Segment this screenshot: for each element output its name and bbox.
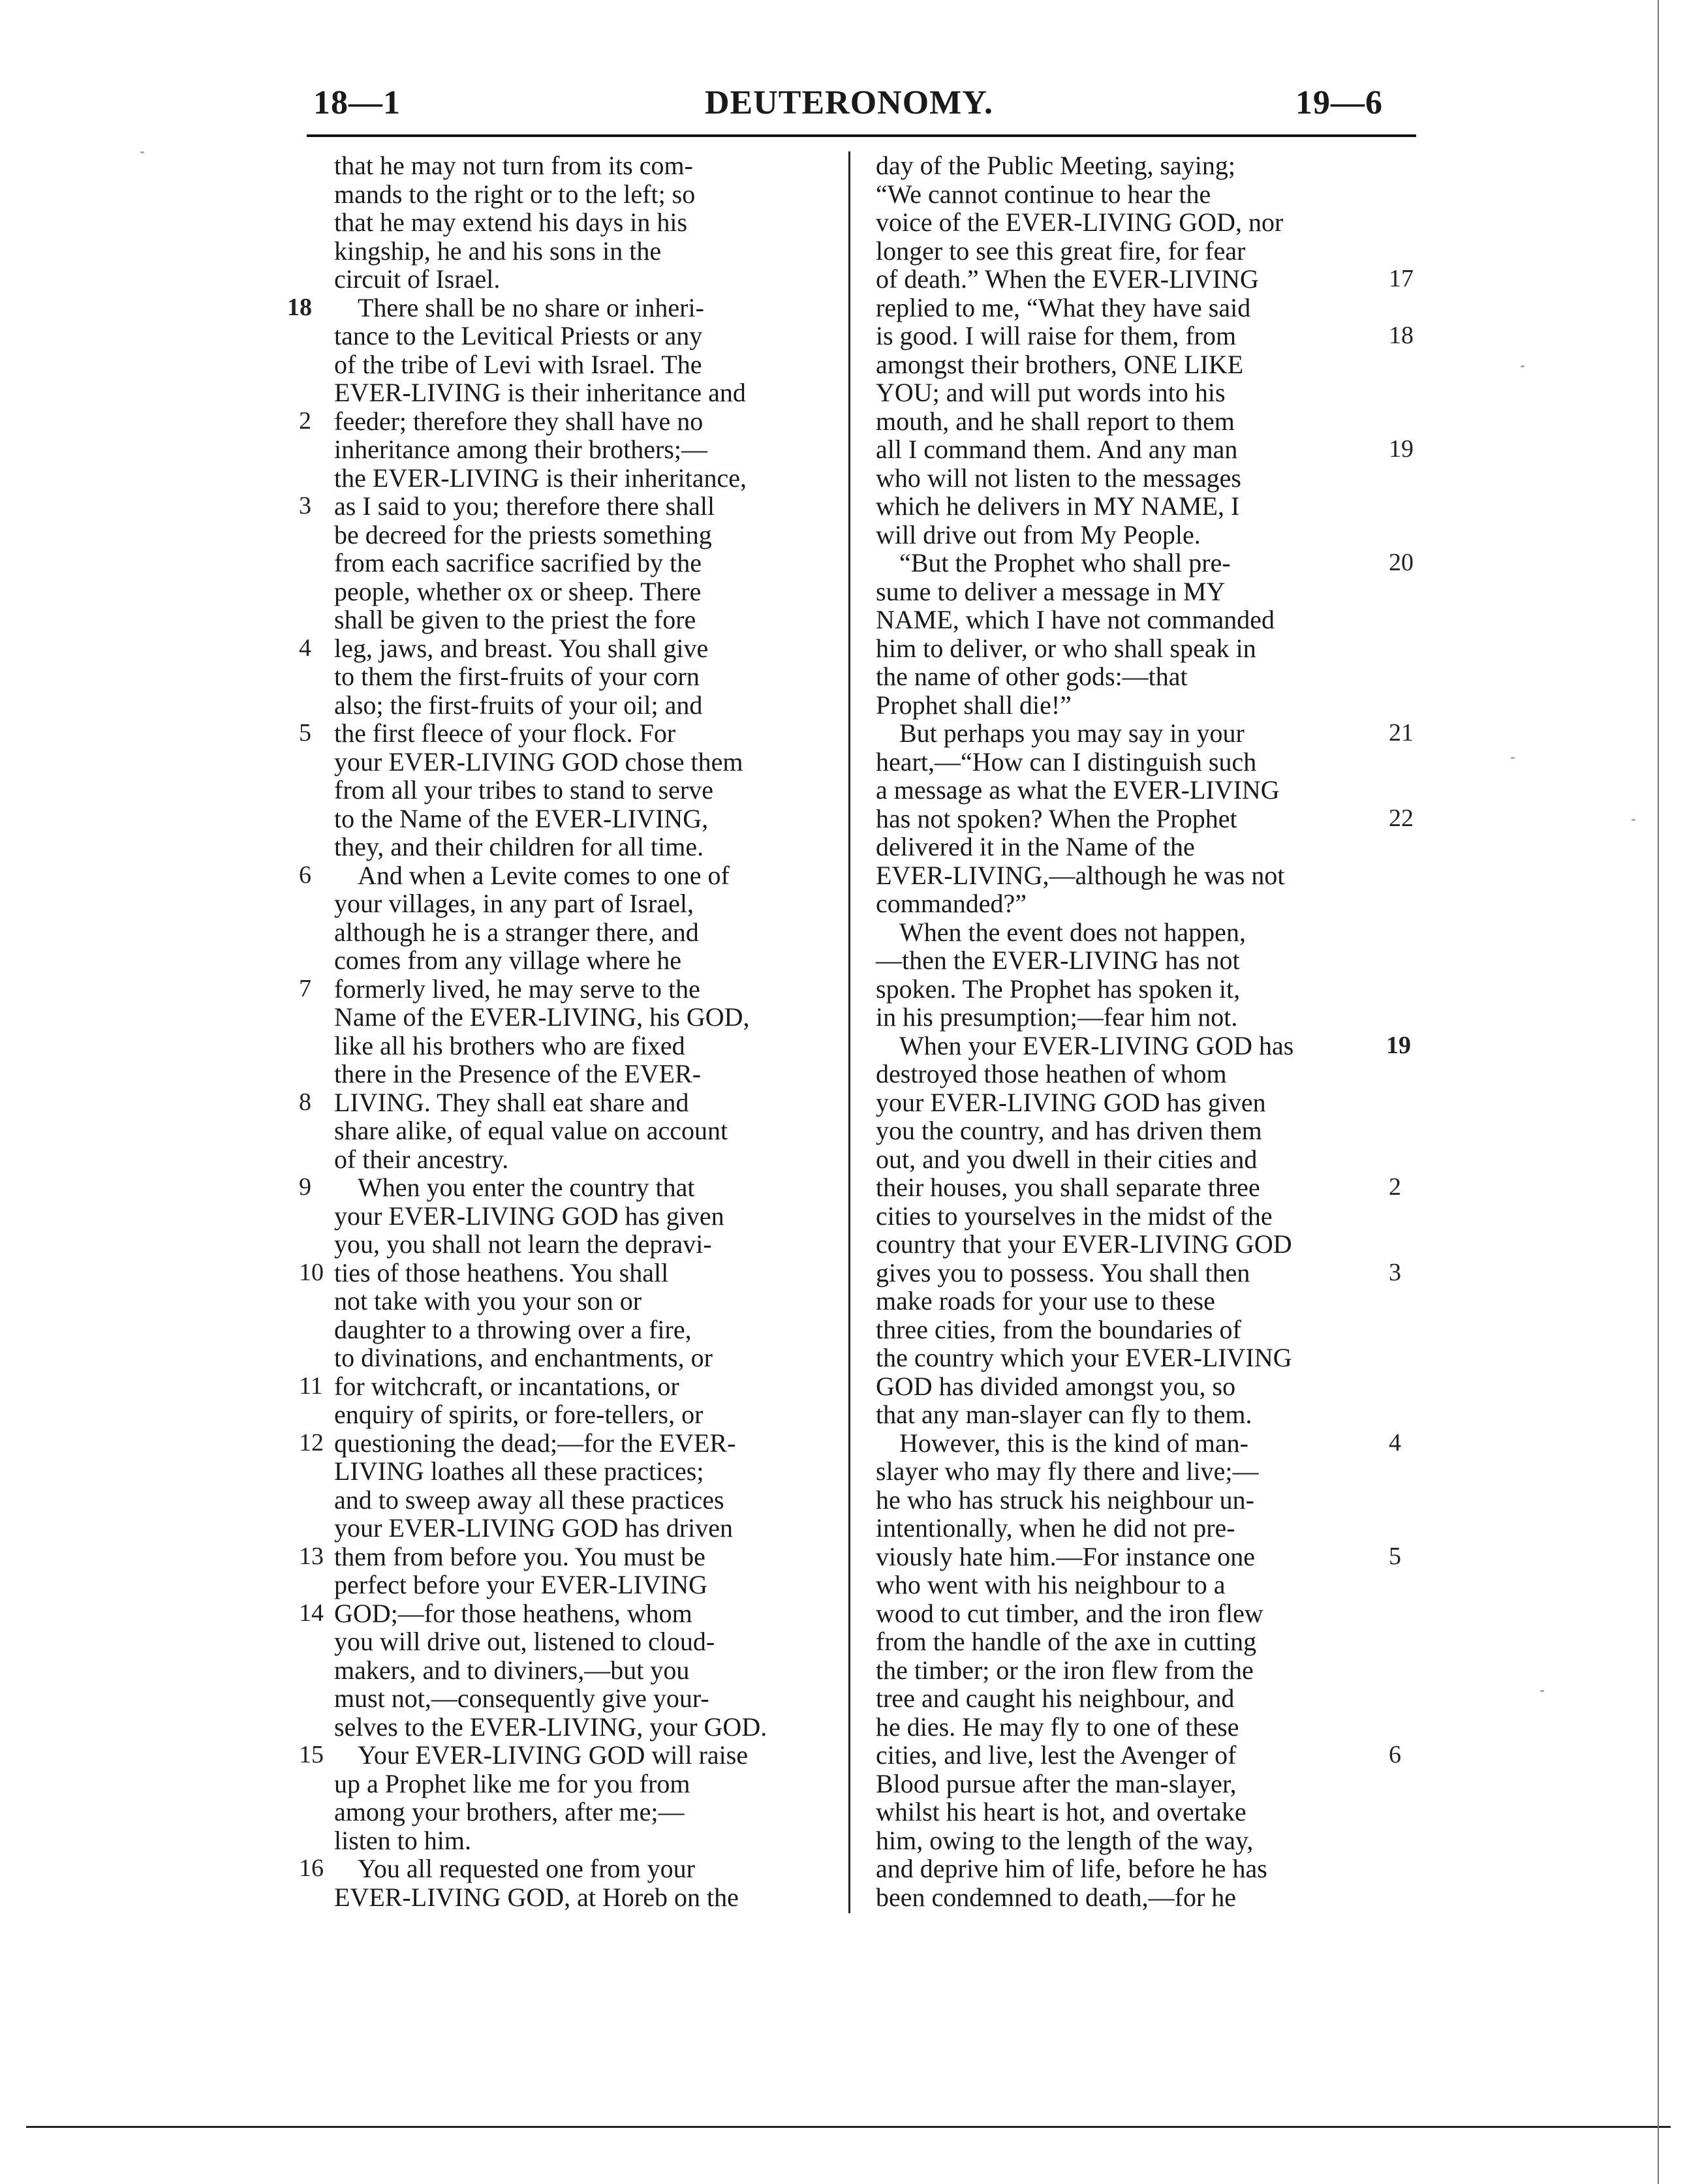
line-text: to divinations, and enchantments, or <box>334 1343 713 1372</box>
line-text: your EVER-LIVING GOD chose them <box>334 746 743 777</box>
line-text: Your EVER-LIVING GOD will raise <box>358 1740 749 1770</box>
text-line <box>855 606 1429 634</box>
text-line <box>287 1713 848 1742</box>
line-text: will drive out from My People. <box>876 519 1201 549</box>
page-bottom-rule <box>26 2126 1671 2128</box>
line-text: which he delivers in MY NAME, I <box>876 491 1240 521</box>
text-line <box>287 861 848 890</box>
text-line <box>855 577 1429 606</box>
line-text: —then the EVER-LIVING has not <box>876 946 1240 975</box>
text-line <box>287 1315 848 1344</box>
verse-number: 6 <box>1389 1741 1401 1768</box>
left-column <box>287 151 848 1911</box>
text-line <box>287 180 848 209</box>
text-line <box>855 435 1429 464</box>
line-text: replied to me, “What they have said <box>876 292 1251 322</box>
line-text: of their ancestry. <box>334 1144 509 1174</box>
text-line <box>855 1400 1429 1429</box>
text-line <box>855 521 1429 549</box>
text-line <box>287 237 848 266</box>
text-line <box>287 1202 848 1231</box>
text-line <box>855 464 1429 493</box>
line-text: three cities, from the boundaries of <box>876 1314 1241 1344</box>
text-line <box>287 1400 848 1429</box>
line-text: EVER-LIVING GOD, at Horeb on the <box>334 1882 739 1912</box>
line-text: “We cannot continue to hear the <box>876 179 1211 209</box>
text-line <box>287 1032 848 1060</box>
line-text: LIVING. They shall eat share and <box>334 1087 689 1117</box>
line-text: listen to him. <box>334 1825 471 1855</box>
verse-number: 8 <box>299 1088 311 1116</box>
text-line <box>855 975 1429 1004</box>
line-text: not take with you your son or <box>334 1286 642 1315</box>
line-text: there in the Presence of the EVER- <box>334 1059 702 1088</box>
text-line <box>855 378 1429 407</box>
verse-number: 4 <box>299 634 311 662</box>
text-line <box>855 1202 1429 1231</box>
line-text: viously hate him.—For instance one <box>876 1541 1256 1571</box>
verse-number: 18 <box>1389 322 1414 349</box>
text-line <box>855 180 1429 209</box>
text-line <box>855 1770 1429 1798</box>
line-text: out, and you dwell in their cities and <box>876 1144 1258 1174</box>
running-head-left: 18—1 <box>313 84 401 121</box>
line-text: intentionally, when he did not pre- <box>876 1513 1235 1543</box>
text-line <box>287 492 848 521</box>
line-text: makers, and to diviners,—but you <box>334 1655 690 1685</box>
line-text: slayer who may fly there and live;— <box>876 1456 1259 1486</box>
line-text: be decreed for the priests something <box>334 519 712 549</box>
text-line <box>855 1656 1429 1685</box>
text-line <box>287 1684 848 1713</box>
line-text: EVER-LIVING,—although he was not <box>876 860 1285 890</box>
text-line <box>287 435 848 464</box>
text-line <box>287 1854 848 1883</box>
line-text: formerly lived, he may serve to the <box>334 974 700 1004</box>
line-text: as I said to you; therefore there shall <box>334 491 715 521</box>
line-text: delivered it in the Name of the <box>876 832 1195 861</box>
text-line <box>855 889 1429 918</box>
text-line <box>855 1032 1429 1060</box>
text-line <box>855 918 1429 947</box>
text-line <box>855 1230 1429 1259</box>
text-line <box>855 1372 1429 1401</box>
text-line <box>855 1429 1429 1458</box>
verse-number: 17 <box>1389 265 1414 292</box>
text-line <box>855 1684 1429 1713</box>
line-text: Name of the EVER-LIVING, his GOD, <box>334 1002 750 1032</box>
line-text: Blood pursue after the man-slayer, <box>876 1768 1237 1798</box>
line-text: sume to deliver a message in MY <box>876 576 1226 606</box>
line-text: the timber; or the iron flew from the <box>876 1655 1254 1685</box>
text-line <box>855 1145 1429 1174</box>
text-line <box>287 294 848 322</box>
text-line <box>855 946 1429 975</box>
text-line <box>855 1826 1429 1855</box>
line-text: perfect before your EVER-LIVING <box>334 1570 707 1599</box>
text-line <box>287 577 848 606</box>
scan-speck <box>1511 757 1515 759</box>
scan-speck <box>1521 365 1524 367</box>
line-text: from the handle of the axe in cutting <box>876 1627 1257 1656</box>
text-line <box>855 1259 1429 1287</box>
text-line <box>287 549 848 577</box>
line-text: up a Prophet like me for you from <box>334 1768 690 1798</box>
text-line <box>287 1543 848 1571</box>
text-line <box>287 776 848 805</box>
line-text: comes from any village where he <box>334 946 682 975</box>
text-line <box>855 208 1429 237</box>
line-text: circuit of Israel. <box>334 264 501 294</box>
line-text: in his presumption;—fear him not. <box>876 1002 1238 1032</box>
text-line <box>287 1344 848 1372</box>
text-line <box>287 1088 848 1117</box>
line-text: your villages, in any part of Israel, <box>334 889 694 918</box>
text-line <box>287 634 848 663</box>
scan-speck <box>140 151 144 153</box>
text-line <box>287 265 848 294</box>
verse-number: 10 <box>299 1258 324 1286</box>
line-text: ties of those heathens. You shall <box>334 1257 669 1287</box>
text-line <box>855 350 1429 379</box>
text-line <box>287 1627 848 1656</box>
line-text: cities, and live, lest the Avenger of <box>876 1740 1237 1770</box>
line-text: he dies. He may fly to one of these <box>876 1712 1239 1742</box>
text-line <box>855 1457 1429 1486</box>
text-line <box>855 1854 1429 1883</box>
scan-speck <box>1540 1690 1544 1692</box>
text-line <box>855 407 1429 436</box>
line-text: commanded?” <box>876 889 1027 918</box>
text-line <box>287 1883 848 1912</box>
verse-number: 2 <box>299 407 311 435</box>
text-line <box>287 1599 848 1628</box>
line-text: for witchcraft, or incantations, or <box>334 1371 679 1401</box>
text-line <box>287 1514 848 1543</box>
line-text: destroyed those heathen of whom <box>876 1059 1227 1088</box>
line-text: also; the first-fruits of your oil; and <box>334 690 703 720</box>
verse-number: 9 <box>299 1173 311 1201</box>
text-line <box>855 1315 1429 1344</box>
verse-number: 3 <box>299 492 311 519</box>
text-line <box>855 1116 1429 1145</box>
text-line <box>287 805 848 833</box>
text-line <box>287 606 848 634</box>
scan-edge-line <box>1658 0 1659 2184</box>
line-text: When you enter the country that <box>358 1173 695 1202</box>
text-line <box>855 1344 1429 1372</box>
line-text: selves to the EVER-LIVING, your GOD. <box>334 1712 767 1742</box>
line-text: has not spoken? When the Prophet <box>876 803 1237 833</box>
text-line <box>855 1543 1429 1571</box>
line-text: of the tribe of Levi with Israel. The <box>334 349 702 379</box>
text-line <box>287 662 848 691</box>
verse-number: 21 <box>1389 719 1414 746</box>
text-line <box>287 1826 848 1855</box>
line-text: of death.” When the EVER-LIVING <box>876 264 1259 294</box>
text-line <box>287 1770 848 1798</box>
text-line <box>287 1259 848 1287</box>
scan-speck <box>1632 819 1635 821</box>
text-line <box>287 1741 848 1770</box>
line-text: to them the first-fruits of your corn <box>334 662 700 691</box>
line-text: all I command them. And any man <box>876 435 1238 464</box>
line-text: questioning the dead;—for the EVER- <box>334 1428 736 1458</box>
verse-number: 15 <box>299 1741 324 1768</box>
line-text: amongst their brothers, ONE LIKE <box>876 349 1244 379</box>
text-line <box>287 1486 848 1515</box>
line-text: is good. I will raise for them, from <box>876 321 1237 350</box>
text-line <box>287 1798 848 1826</box>
text-line <box>287 1656 848 1685</box>
line-text: you the country, and has driven them <box>876 1116 1262 1145</box>
line-text: from all your tribes to stand to serve <box>334 775 713 805</box>
text-line <box>855 1627 1429 1656</box>
line-text: your EVER-LIVING GOD has given <box>876 1087 1266 1117</box>
line-text: tree and caught his neighbour, and <box>876 1684 1235 1713</box>
text-line <box>855 1599 1429 1628</box>
line-text: NAME, which I have not commanded <box>876 605 1275 634</box>
text-line <box>287 691 848 720</box>
text-line <box>287 1372 848 1401</box>
line-text: wood to cut timber, and the iron flew <box>876 1598 1263 1628</box>
running-head-right: 19—6 <box>1295 84 1383 121</box>
verse-number: 6 <box>299 861 311 889</box>
line-text: Prophet shall die!” <box>876 690 1072 720</box>
line-text: GOD;—for those heathens, whom <box>334 1598 692 1628</box>
line-text: voice of the EVER-LIVING GOD, nor <box>876 208 1284 237</box>
line-text: from each sacrifice sacrified by the <box>334 548 702 577</box>
line-text: share alike, of equal value on account <box>334 1116 728 1145</box>
verse-number: 12 <box>299 1428 324 1456</box>
text-line <box>855 748 1429 777</box>
verse-number: 4 <box>1389 1428 1401 1456</box>
verse-number: 3 <box>1389 1258 1401 1286</box>
text-line <box>855 662 1429 691</box>
text-line <box>855 634 1429 663</box>
text-line <box>287 1457 848 1486</box>
header-rule <box>307 134 1416 137</box>
text-line <box>855 1514 1429 1543</box>
text-line <box>287 464 848 493</box>
verse-number: 5 <box>299 719 311 746</box>
line-text: mouth, and he shall report to them <box>876 406 1235 436</box>
line-text: enquiry of spirits, or fore-tellers, or <box>334 1400 704 1429</box>
line-text: to the Name of the EVER-LIVING, <box>334 803 709 833</box>
text-line <box>287 946 848 975</box>
text-line <box>855 294 1429 322</box>
text-line <box>287 833 848 861</box>
line-text: among your brothers, after me;— <box>334 1797 685 1826</box>
text-line <box>287 378 848 407</box>
text-line <box>855 1003 1429 1032</box>
line-text: kingship, he and his sons in the <box>334 236 662 266</box>
column-divider <box>848 151 850 1913</box>
line-text: LIVING loathes all these practices; <box>334 1456 704 1486</box>
verse-number: 14 <box>299 1599 324 1627</box>
line-text: You all requested one from your <box>358 1854 695 1883</box>
line-text: EVER-LIVING is their inheritance and <box>334 378 746 407</box>
line-text: your EVER-LIVING GOD has given <box>334 1201 724 1231</box>
text-line <box>287 889 848 918</box>
line-text: that he may not turn from its com- <box>334 151 693 180</box>
verse-number: 13 <box>299 1542 324 1570</box>
text-line <box>287 1230 848 1259</box>
text-line <box>855 492 1429 521</box>
text-line <box>855 1798 1429 1826</box>
line-text: country that your EVER-LIVING GOD <box>876 1229 1292 1259</box>
text-line <box>287 350 848 379</box>
text-line <box>287 1116 848 1145</box>
line-text: and deprive him of life, before he has <box>876 1854 1267 1883</box>
text-line <box>855 1741 1429 1770</box>
line-text: the first fleece of your flock. For <box>334 718 676 748</box>
line-text: However, this is the kind of man- <box>899 1428 1248 1458</box>
text-line <box>287 748 848 777</box>
text-line <box>855 322 1429 350</box>
line-text: your EVER-LIVING GOD has driven <box>334 1513 733 1543</box>
line-text: spoken. The Prophet has spoken it, <box>876 974 1241 1004</box>
verse-number: 16 <box>299 1854 324 1882</box>
line-text: a message as what the EVER-LIVING <box>876 775 1280 805</box>
line-text: leg, jaws, and breast. You shall give <box>334 633 709 663</box>
verse-number: 5 <box>1389 1542 1401 1570</box>
line-text: mands to the right or to the left; so <box>334 179 696 209</box>
line-text: But perhaps you may say in your <box>899 718 1245 748</box>
line-text: and to sweep away all these practices <box>334 1484 724 1515</box>
text-line <box>287 407 848 436</box>
line-text: him, owing to the length of the way, <box>876 1825 1254 1855</box>
line-text: them from before you. You must be <box>334 1541 705 1571</box>
text-line <box>855 1571 1429 1599</box>
line-text: you, you shall not learn the depravi- <box>334 1229 712 1259</box>
text-line <box>855 549 1429 577</box>
text-line <box>287 1145 848 1174</box>
text-line <box>287 975 848 1004</box>
line-text: people, whether ox or sheep. There <box>334 576 702 606</box>
line-text: who will not listen to the messages <box>876 463 1241 493</box>
text-line <box>855 265 1429 294</box>
line-text: day of the Public Meeting, saying; <box>876 151 1236 180</box>
line-text: that any man-slayer can fly to them. <box>876 1400 1252 1429</box>
line-text: gives you to possess. You shall then <box>876 1257 1250 1287</box>
line-text: heart,—“How can I distinguish such <box>876 746 1257 777</box>
text-line <box>287 1429 848 1458</box>
verse-number: 7 <box>299 974 311 1002</box>
line-text: make roads for your use to these <box>876 1286 1215 1315</box>
line-text: they, and their children for all time. <box>334 832 704 861</box>
text-line <box>855 1088 1429 1117</box>
text-line <box>855 1486 1429 1515</box>
line-text: although he is a stranger there, and <box>334 917 699 947</box>
text-line <box>287 719 848 748</box>
text-line <box>855 861 1429 890</box>
text-line <box>287 1571 848 1599</box>
text-line <box>855 1173 1429 1202</box>
line-text: the EVER-LIVING is their inheritance, <box>334 463 747 493</box>
line-text: “But the Prophet who shall pre- <box>899 548 1231 577</box>
line-text: he who has struck his neighbour un- <box>876 1484 1254 1515</box>
text-line <box>855 691 1429 720</box>
text-line <box>855 1287 1429 1315</box>
text-line <box>287 918 848 947</box>
right-column <box>855 151 1429 1911</box>
text-line <box>287 1173 848 1202</box>
line-text: When the event does not happen, <box>899 917 1246 947</box>
line-text: When your EVER-LIVING GOD has <box>899 1030 1294 1060</box>
verse-number: 22 <box>1389 804 1414 832</box>
line-text: And when a Levite comes to one of <box>358 860 730 890</box>
line-text: GOD has divided amongst you, so <box>876 1371 1236 1401</box>
verse-number: 2 <box>1389 1173 1401 1201</box>
chapter-number: 19 <box>1386 1031 1411 1059</box>
line-text: whilst his heart is hot, and overtake <box>876 1797 1246 1826</box>
text-line <box>287 521 848 549</box>
text-line <box>287 322 848 350</box>
line-text: There shall be no share or inheri- <box>358 292 704 322</box>
line-text: YOU; and will put words into his <box>876 378 1226 407</box>
line-text: been condemned to death,—for he <box>876 1882 1237 1912</box>
text-line <box>855 776 1429 805</box>
line-text: who went with his neighbour to a <box>876 1570 1226 1599</box>
text-line <box>855 719 1429 748</box>
line-text: him to deliver, or who shall speak in <box>876 633 1256 663</box>
verse-number: 19 <box>1389 435 1414 463</box>
line-text: longer to see this great fire, for fear <box>876 236 1246 266</box>
verse-number: 20 <box>1389 549 1414 576</box>
line-text: shall be given to the priest the fore <box>334 605 696 634</box>
text-line <box>855 1713 1429 1742</box>
text-line <box>855 833 1429 861</box>
line-text: that he may extend his days in his <box>334 208 688 237</box>
verse-number: 11 <box>299 1372 323 1400</box>
text-line <box>287 1287 848 1315</box>
text-line <box>855 1060 1429 1088</box>
line-text: daughter to a throwing over a fire, <box>334 1314 692 1344</box>
text-line <box>855 237 1429 266</box>
book-title: DEUTERONOMY. <box>705 84 994 121</box>
text-line <box>287 208 848 237</box>
line-text: feeder; therefore they shall have no <box>334 406 704 436</box>
chapter-number: 18 <box>287 293 312 321</box>
text-line <box>855 805 1429 833</box>
line-text: the name of other gods:—that <box>876 662 1188 691</box>
line-text: the country which your EVER-LIVING <box>876 1343 1292 1372</box>
text-line <box>287 151 848 180</box>
text-line <box>287 1060 848 1088</box>
line-text: inheritance among their brothers;— <box>334 435 708 464</box>
line-text: cities to yourselves in the midst of the <box>876 1201 1273 1231</box>
line-text: their houses, you shall separate three <box>876 1173 1260 1202</box>
text-line <box>855 1883 1429 1912</box>
line-text: tance to the Levitical Priests or any <box>334 321 703 350</box>
line-text: you will drive out, listened to cloud- <box>334 1627 715 1656</box>
line-text: must not,—consequently give your- <box>334 1684 709 1713</box>
text-line <box>287 1003 848 1032</box>
text-line <box>855 151 1429 180</box>
line-text: like all his brothers who are fixed <box>334 1030 685 1060</box>
